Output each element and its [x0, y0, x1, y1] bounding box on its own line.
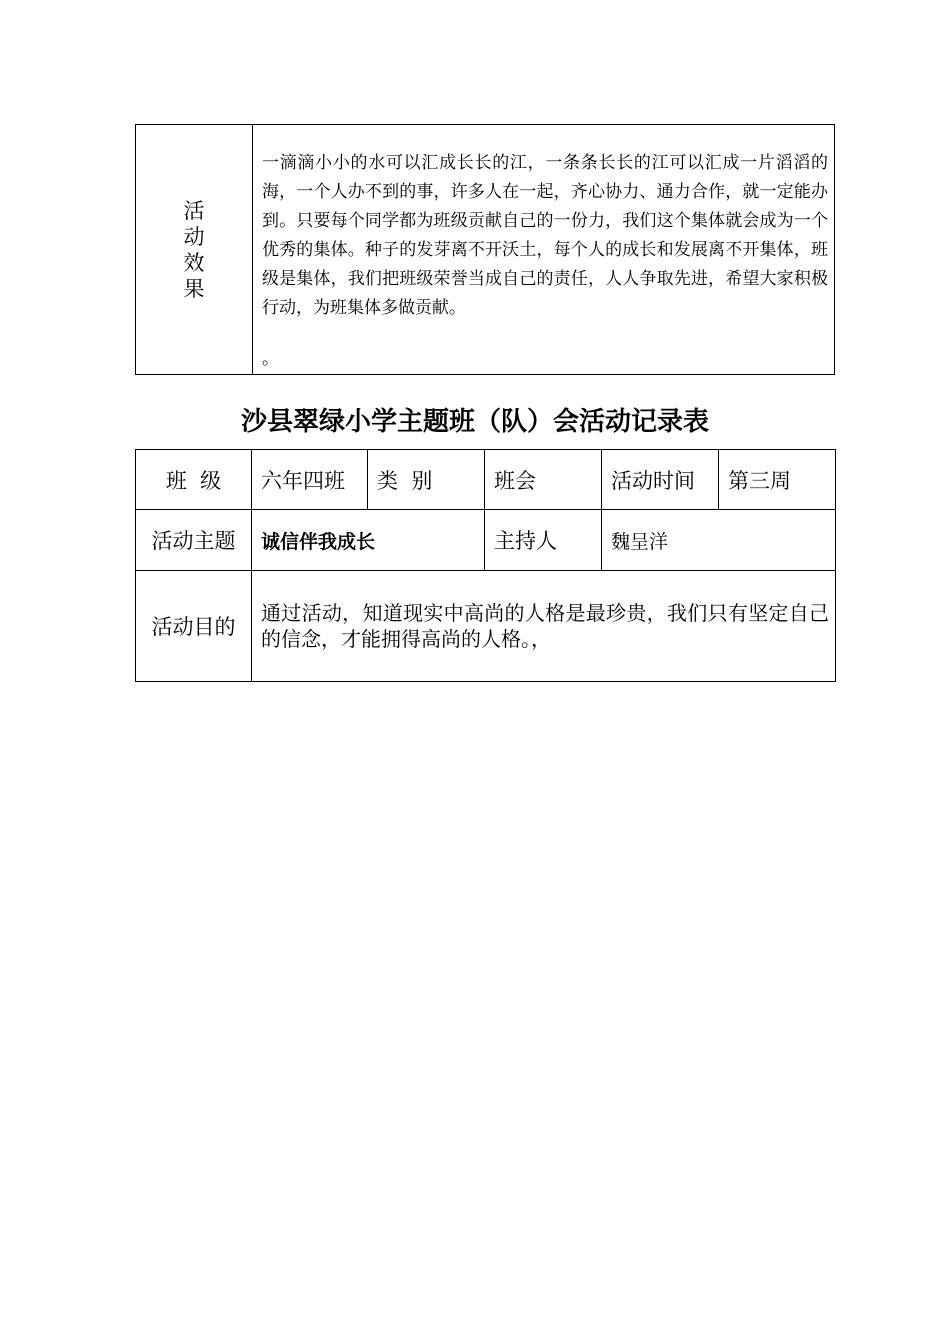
activity-time-value: 第三周	[719, 450, 836, 510]
purpose-value: 通过活动，知道现实中高尚的人格是最珍贵，我们只有坚定自己的信念，才能拥得高尚的人格。，	[252, 571, 836, 682]
purpose-label: 活动目的	[136, 571, 252, 682]
activity-effect-label: 活动效果	[183, 198, 205, 301]
activity-effect-content-cell	[253, 125, 835, 375]
record-row-theme	[136, 510, 836, 571]
category-value: 班会	[485, 450, 602, 510]
activity-effect-text: 一滴滴小小的水可以汇成长长的江，一条条长长的江可以汇成一片滔滔的海，一个人办不到的事，许多人在一起，齐心协力、通力合作，就一定能办到。只要每个同学都为班级贡献自己的一份力，我们这个集体就会成为一个优秀的集体。种子的发芽离不开沃土，每个人的成长和发展离不开集体，班级是集体，我们把班级荣誉当成自己的责任，人人争取先进，希望大家积极行动，为班集体多做贡献。	[262, 153, 828, 318]
host-value: 魏呈洋	[602, 510, 836, 571]
activity-effect-label-cell	[136, 125, 253, 375]
activity-record-table	[135, 449, 836, 682]
record-form-title: 沙县翠绿小学主题班（队）会活动记录表	[240, 407, 709, 437]
record-row-purpose	[136, 571, 836, 682]
class-label: 班 级	[136, 450, 252, 510]
category-label: 类 别	[368, 450, 485, 510]
host-label: 主持人	[485, 510, 602, 571]
class-value: 六年四班	[252, 450, 368, 510]
activity-time-label: 活动时间	[602, 450, 719, 510]
theme-value: 诚信伴我成长	[252, 510, 485, 571]
theme-label: 活动主题	[136, 510, 252, 571]
activity-effect-trailing-mark: 。	[262, 349, 279, 369]
record-row-basic-info	[136, 450, 836, 510]
activity-effect-table	[135, 124, 835, 375]
